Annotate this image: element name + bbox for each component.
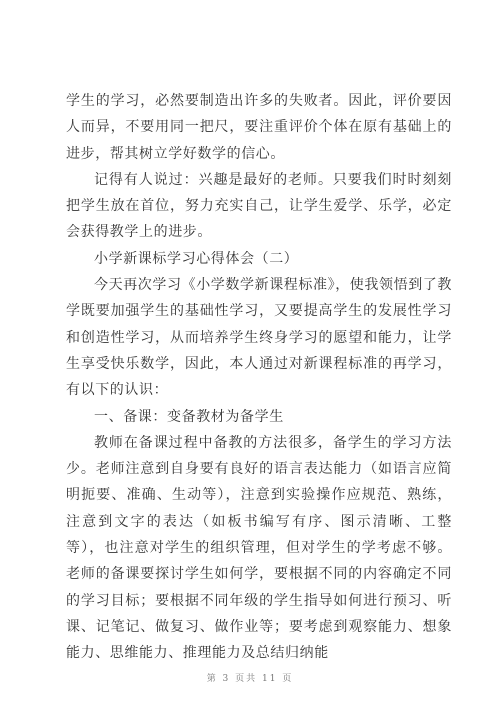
page-number: 第 3 页共 11 页 [206,674,294,684]
document-body [66,88,452,667]
paragraph: 学生的学习，必然要制造出许多的失败者。因此，评价要因人而异，不要用同一把尺，要注重评价个体在原有基础上的进步，帮其树立学好数学的信心。 [66,93,452,162]
page-footer [0,671,500,684]
paragraph: 今天再次学习《小学数学新课程标准》，使我领悟到了教学既要加强学生的基础性学习，又要提高学生的发展性学习和创造性学习，从而培养学生终身学习的愿望和能力，让学生享受快乐数学，因此，本人通过对新课程标准的再学习，有以下的认识： [66,277,452,399]
section-heading: 一、备课：变备教材为备学生 [94,408,284,425]
paragraph: 记得有人说过：兴趣是最好的老师。只要我们时时刻刻把学生放在首位，努力充实自己，让学生爱学、乐学，必定会获得教学上的进步。 [66,171,452,241]
paragraph: 教师在备课过程中备教的方法很多，备学生的学习方法少。老师注意到自身要有良好的语言表达能力（如语言应简明扼要、准确、生动等），注意到实验操作应规范、熟练，注意到文字的表达（如板书编写有序、图示清晰、工整等），也注意对学生的组织管理，但对学生的学考虑不够。老师的备课要探讨学生如何学，要根据不同的内容确定不同的学习目标；要根据不同年级的学生指导如何进行预习、听课、记笔记、做复习、做作业等；要考虑到观察能力、想象能力、思维能力、推理能力及总结归纳能 [66,434,452,662]
section-title: 小学新课标学习心得体会（二） [94,250,299,267]
